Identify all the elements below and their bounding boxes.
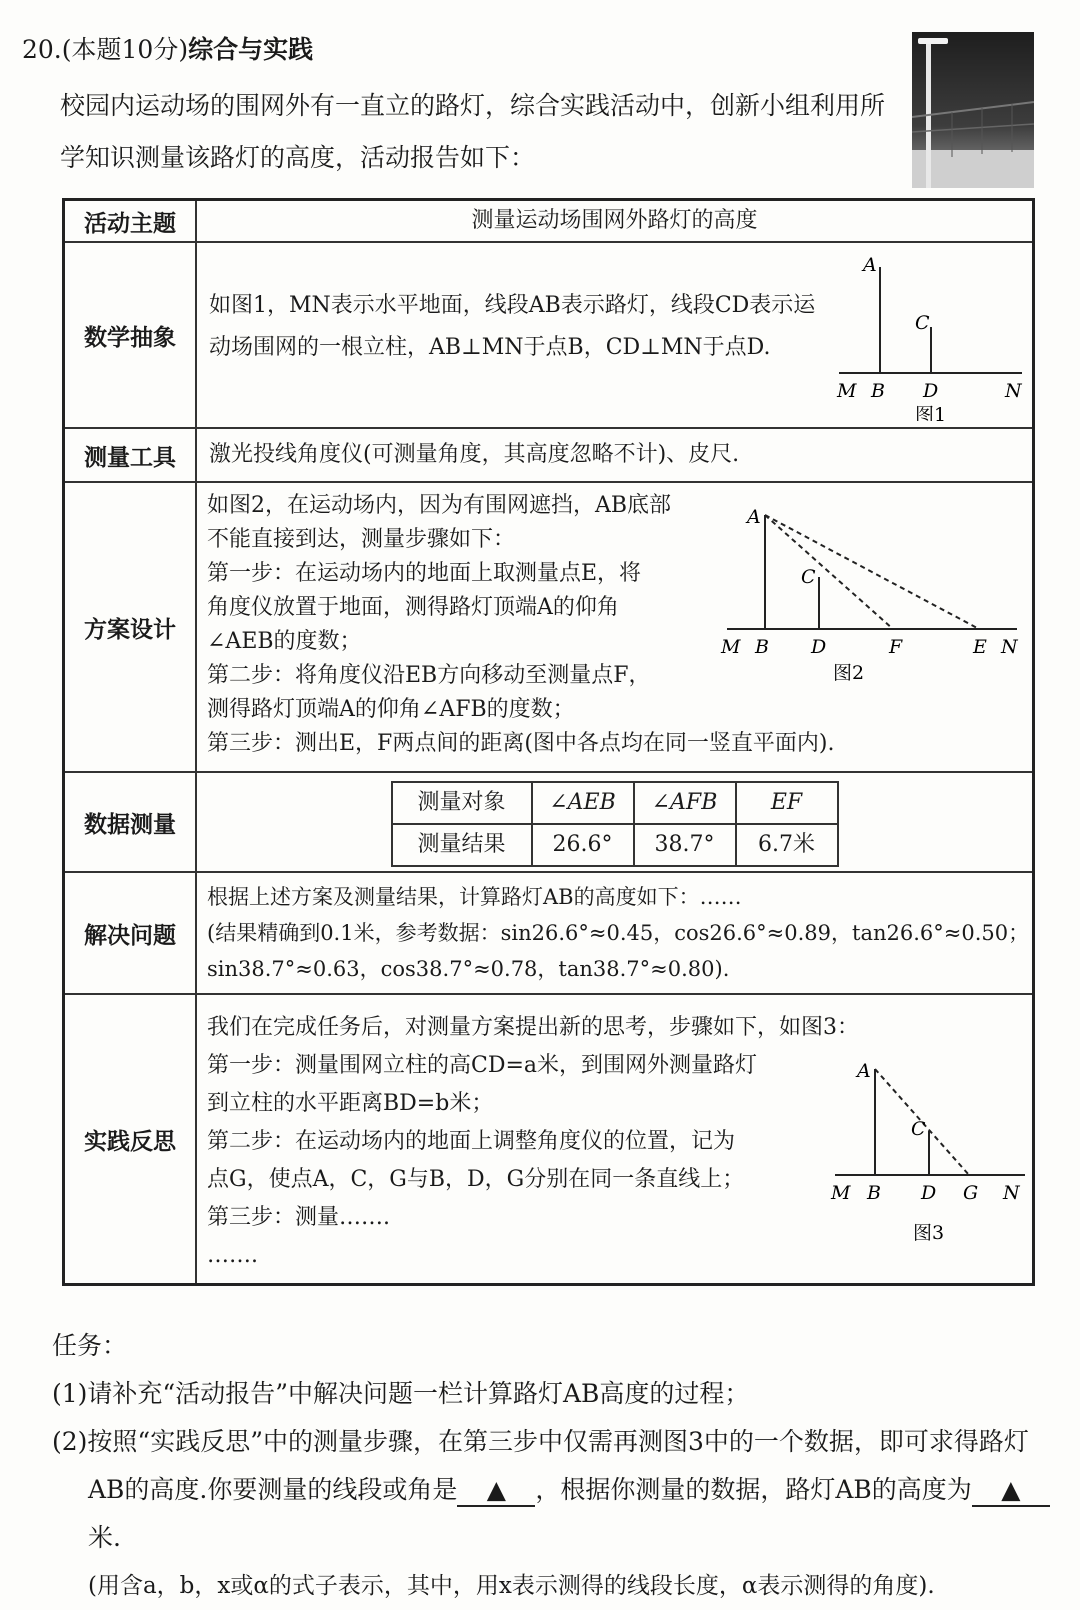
activity-report-table (62, 198, 1035, 1286)
measurement-row-objects (392, 782, 838, 824)
solve-label: 解决问题 (64, 872, 197, 994)
design-line-8: 第三步：测出E，F两点间的距离(图中各点均在同一竖直平面内). (207, 731, 835, 756)
task-2-line-3: (用含a，b，x或α的式子表示，其中，用x表示测得的线段长度，α表示测得的角度). (88, 1573, 935, 1599)
reflect-label: 实践反思 (64, 994, 197, 1285)
streetlight-photo (912, 32, 1034, 188)
measure-result-afb: 38.7° (634, 824, 736, 866)
reflect-line-5: 点G，使点A，C，G与B，D，G分别在同一条直线上； (207, 1167, 745, 1192)
task-2-text-c: 米. (88, 1523, 121, 1552)
fig1-label-B: B (871, 380, 885, 402)
design-cell (197, 483, 1032, 771)
tools-label: 测量工具 (64, 428, 197, 482)
fig1-label-C: C (915, 312, 930, 334)
design-line-2: 不能直接到达，测量步骤如下： (207, 527, 516, 552)
fig2-label-B: B (755, 636, 769, 658)
fig2-label-C: C (801, 566, 816, 588)
design-label: 方案设计 (64, 482, 197, 772)
reflect-line-6: 第三步：测量……. (207, 1205, 390, 1230)
solve-text (197, 879, 1032, 987)
fig1-label-D: D (923, 380, 939, 402)
fig2-label-N: N (1001, 636, 1018, 658)
design-line-3: 第一步：在运动场内的地面上取测量点E，将 (207, 561, 642, 586)
reflect-cell (197, 995, 1032, 1283)
question-intro: 校园内运动场的围网外有一直立的路灯，综合实践活动中，创新小组利用所学知识测量该路灯的高度，活动报告如下： (60, 91, 886, 172)
reflect-line-1: 我们在完成任务后，对测量方案提出新的思考，步骤如下，如图3： (207, 1015, 859, 1040)
answer-blank-1[interactable]: ▲ (457, 1475, 535, 1507)
figure-3 (825, 1055, 1035, 1266)
fig2-label-A: A (747, 506, 761, 528)
question-score: (本题10分) (61, 35, 189, 64)
measure-object-afb: ∠AFB (634, 782, 736, 824)
measure-object-ef: EF (736, 782, 838, 824)
fig1-label-M: M (837, 380, 857, 402)
fig3-label-G: G (963, 1182, 979, 1204)
task-2-line-2 (52, 1466, 1052, 1562)
tasks-heading: 任务： (52, 1331, 128, 1360)
fig3-label-D: D (921, 1182, 937, 1204)
task-1: (1)请补充“活动报告”中解决问题一栏计算路灯AB高度的过程； (52, 1379, 750, 1408)
task-2-text-b: ，根据你测量的数据，路灯AB的高度为 (535, 1475, 972, 1504)
solve-line-3: sin38.7°≈0.63，cos38.7°≈0.78，tan38.7°≈0.80). (207, 957, 730, 981)
question-number: 20. (22, 35, 62, 64)
fig2-caption: 图2 (833, 662, 865, 681)
measure-result-aeb: 26.6° (532, 824, 634, 866)
measure-result-header: 测量结果 (392, 824, 532, 866)
question-header (22, 30, 313, 66)
abstraction-text: 如图1，MN表示水平地面，线段AB表示路灯，线段CD表示运动场围网的一根立柱，AB⊥MN于点B，CD⊥MN于点D. (209, 293, 816, 360)
figure-2 (717, 501, 1027, 692)
fig2-label-M: M (721, 636, 741, 658)
reflect-line-3: 到立柱的水平距离BD=b米； (207, 1091, 494, 1116)
task-2-line-1: (2)按照“实践反思”中的测量步骤，在第三步中仅需再测图3中的一个数据，即可求得路灯 (52, 1427, 1029, 1456)
fig3-caption: 图3 (913, 1222, 945, 1244)
design-line-1: 如图2，在运动场内，因为有围网遮挡，AB底部 (207, 493, 672, 518)
reflect-line-7: ……. (207, 1243, 258, 1268)
reflect-line-2: 第一步：测量围网立柱的高CD=a米，到围网外测量路灯 (207, 1053, 758, 1078)
fig1-caption: 图1 (915, 404, 947, 421)
fig3-label-C: C (911, 1118, 926, 1140)
tools-text: 激光投线角度仪(可测量角度，其高度忽略不计)、皮尺. (209, 442, 740, 467)
fig3-label-M: M (831, 1182, 851, 1204)
fig3-label-N: N (1003, 1182, 1020, 1204)
tasks-section (52, 1322, 1052, 1610)
measure-object-aeb: ∠AEB (532, 782, 634, 824)
measurement-row-results (392, 824, 838, 866)
theme-value: 测量运动场围网外路灯的高度 (471, 208, 758, 233)
fig2-label-E: E (973, 636, 987, 658)
data-label: 数据测量 (64, 772, 197, 872)
solve-line-1: 根据上述方案及测量结果，计算路灯AB的高度如下：…… (207, 885, 742, 909)
design-line-7: 测得路灯顶端A的仰角∠AFB的度数； (207, 697, 575, 722)
design-line-4: 角度仪放置于地面，测得路灯顶端A的仰角 (207, 595, 619, 620)
fig2-label-D: D (811, 636, 827, 658)
design-line-6: 第二步：将角度仪沿EB方向移动至测量点F， (207, 663, 651, 688)
design-line-5: ∠AEB的度数； (207, 629, 362, 654)
data-cell (197, 777, 1032, 867)
figure-1 (827, 251, 1027, 432)
reflect-line-4: 第二步：在运动场内的地面上调整角度仪的位置，记为 (207, 1129, 736, 1154)
fig3-label-B: B (867, 1182, 881, 1204)
theme-label: 活动主题 (64, 200, 197, 243)
fig1-label-A: A (863, 254, 877, 276)
solve-line-2: (结果精确到0.1米，参考数据：sin26.6°≈0.45，cos26.6°≈0.89，tan26.6°≈0.50； (207, 921, 1030, 945)
question-title: 综合与实践 (188, 35, 314, 64)
measure-object-header: 测量对象 (392, 782, 532, 824)
fig2-label-F: F (889, 636, 903, 658)
fig1-label-N: N (1005, 380, 1022, 402)
task-2-text-a: AB的高度.你要测量的线段或角是 (88, 1475, 458, 1504)
measurement-table (391, 781, 839, 867)
measure-result-ef: 6.7米 (736, 824, 838, 866)
abstraction-label: 数学抽象 (64, 242, 197, 428)
fig3-label-A: A (857, 1060, 871, 1082)
answer-blank-2[interactable]: ▲ (972, 1475, 1050, 1507)
abstraction-cell (197, 243, 1032, 427)
